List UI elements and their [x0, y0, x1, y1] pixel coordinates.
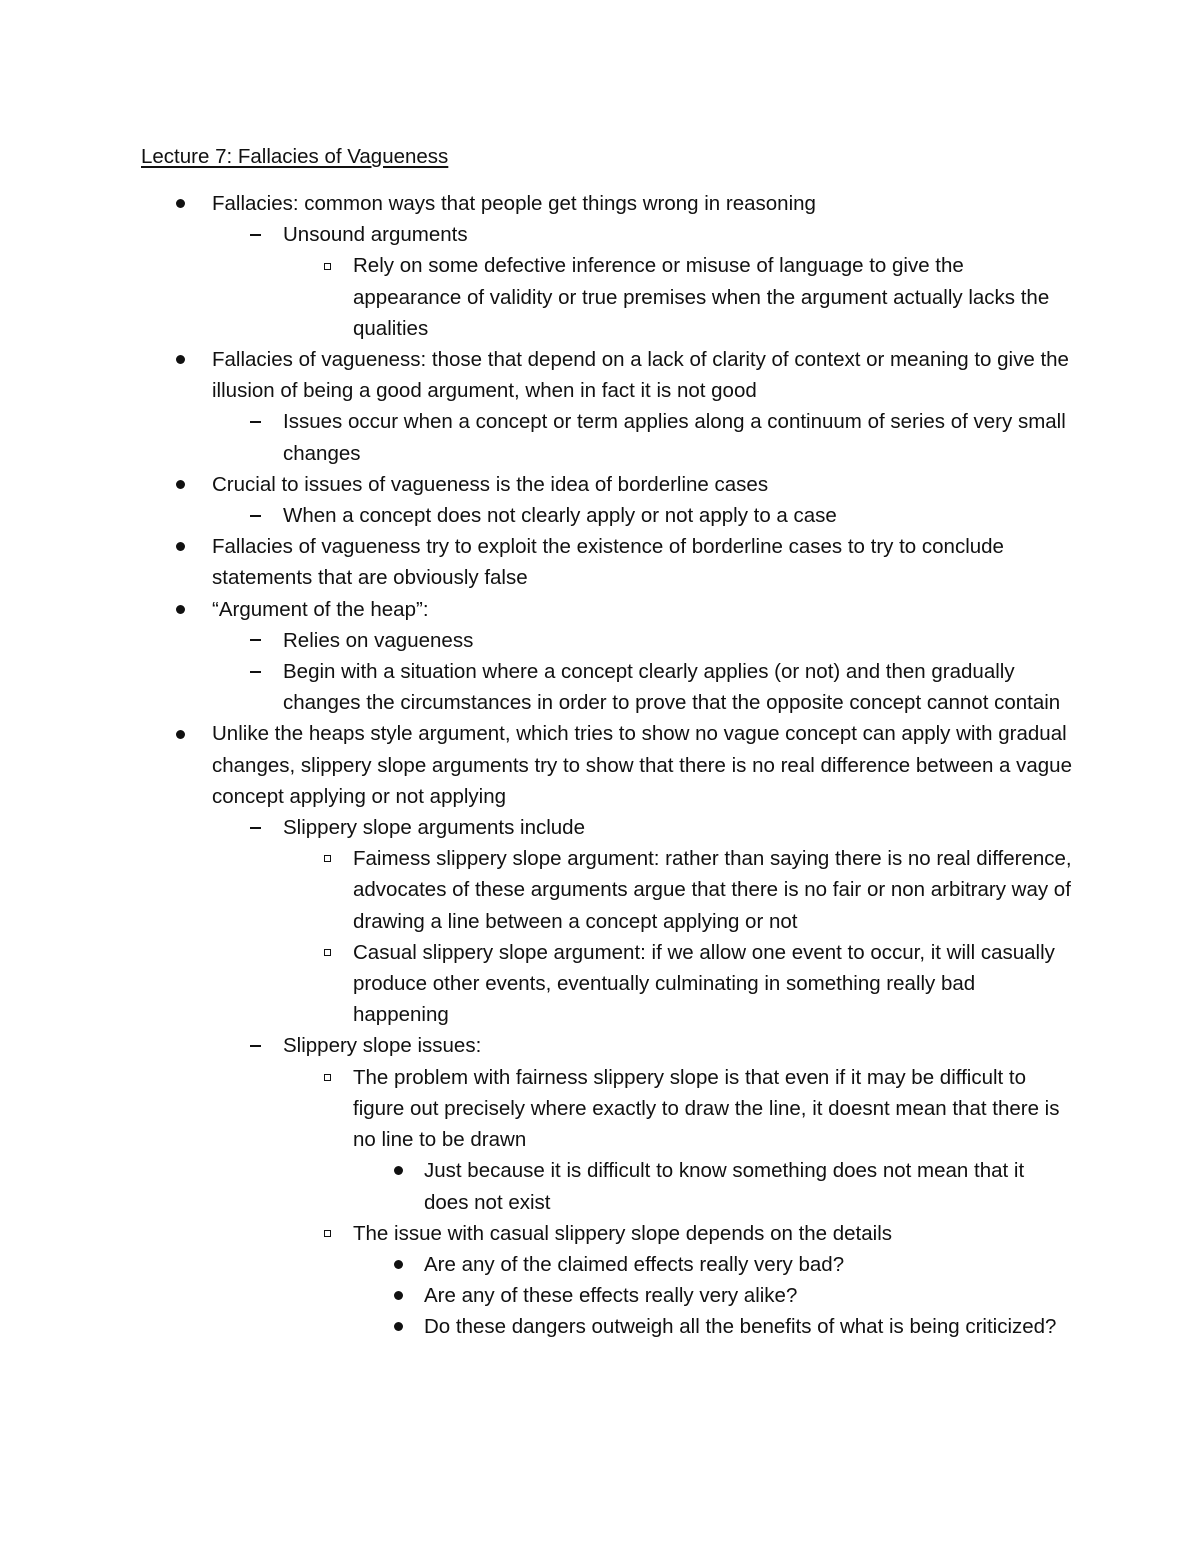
list-item-text: Are any of the claimed effects really very bad? [424, 1252, 845, 1276]
list-item-level-1 [0, 188, 1200, 219]
bullet-dot-icon [168, 594, 192, 625]
bullet-square-icon [315, 843, 339, 874]
list-item-level-1 [0, 531, 1200, 593]
list-item-text: Slippery slope issues: [283, 1034, 482, 1058]
list-item-level-4 [0, 1249, 1200, 1280]
bullet-square-icon [315, 937, 339, 968]
list-item-level-2 [0, 656, 1200, 718]
bullet-dash-icon [243, 812, 267, 843]
list-item-level-3 [0, 1062, 1200, 1156]
notes-outline [0, 188, 1200, 1343]
list-item-level-2 [0, 1030, 1200, 1061]
bullet-dot-icon [386, 1155, 410, 1186]
bullet-square-icon [315, 1062, 339, 1093]
list-item-text: Casual slippery slope argument: if we allow one event to occur, it will casually produce other events, eventually culminating in something really bad happening [353, 940, 1055, 1027]
list-item-text: Crucial to issues of vagueness is the idea of borderline cases [212, 472, 769, 496]
bullet-dash-icon [243, 625, 267, 656]
list-item-text: Are any of these effects really very alike? [424, 1284, 798, 1308]
list-item-level-4 [0, 1280, 1200, 1311]
list-item-level-3 [0, 250, 1200, 344]
bullet-dot-icon [386, 1280, 410, 1311]
bullet-square-icon [315, 1218, 339, 1249]
list-item-level-2 [0, 406, 1200, 468]
list-item-text: Slippery slope arguments include [283, 816, 585, 840]
list-item-level-4 [0, 1155, 1200, 1217]
page-title: Lecture 7: Fallacies of Vagueness [141, 145, 449, 168]
list-item-text: When a concept does not clearly apply or not apply to a case [283, 504, 837, 528]
list-item-text: “Argument of the heap”: [212, 597, 429, 621]
list-item-text: Fallacies of vagueness try to exploit the existence of borderline cases to try to conclude statements that are obviously false [212, 535, 1004, 590]
bullet-dot-icon [386, 1249, 410, 1280]
list-item-text: Just because it is difficult to know something does not mean that it does not exist [424, 1159, 1025, 1214]
list-item-level-1 [0, 469, 1200, 500]
bullet-dot-icon [168, 344, 192, 375]
list-item-text: Relies on vagueness [283, 628, 474, 652]
bullet-dot-icon [168, 531, 192, 562]
list-item-text: Faimess slippery slope argument: rather than saying there is no real difference, advocates of these arguments argue that there is no fair or non arbitrary way of drawing a line between a concept applying or not [353, 847, 1072, 933]
list-item-level-1 [0, 718, 1200, 812]
bullet-dot-icon [168, 188, 192, 219]
bullet-dash-icon [243, 406, 267, 437]
list-item-text: Fallacies: common ways that people get things wrong in reasoning [212, 192, 816, 215]
list-item-level-1 [0, 344, 1200, 406]
list-item-level-3 [0, 937, 1200, 1031]
bullet-dash-icon [243, 656, 267, 687]
list-item-level-4 [0, 1311, 1200, 1342]
bullet-dot-icon [168, 718, 192, 749]
bullet-dot-icon [386, 1311, 410, 1342]
bullet-dash-icon [243, 1030, 267, 1061]
list-item-text: Unlike the heaps style argument, which tries to show no vague concept can apply with gradual changes, slippery slope arguments try to show that there is no real difference between a vague concept applying or not applying [212, 722, 1072, 808]
list-item-level-3 [0, 843, 1200, 937]
list-item-text: Fallacies of vagueness: those that depend on a lack of clarity of context or meaning to give the illusion of being a good argument, when in fact it is not good [212, 348, 1069, 403]
list-item-level-1 [0, 594, 1200, 625]
list-item-text: The problem with fairness slippery slope is that even if it may be difficult to figure out precisely where exactly to draw the line, it doesnt mean that there is no line to be drawn [353, 1065, 1060, 1152]
list-item-text: Do these dangers outweigh all the benefits of what is being criticized? [424, 1315, 1057, 1339]
bullet-square-icon [315, 250, 339, 281]
list-item-level-2 [0, 500, 1200, 531]
list-item-text: Issues occur when a concept or term applies along a continuum of series of very small changes [283, 410, 1066, 465]
list-item-level-2 [0, 625, 1200, 656]
list-item-level-3 [0, 1218, 1200, 1249]
list-item-text: Rely on some defective inference or misuse of language to give the appearance of validity or true premises when the argument actually lacks the qualities [353, 254, 1050, 340]
list-item-text: The issue with casual slippery slope depends on the details [353, 1221, 893, 1245]
bullet-dot-icon [168, 469, 192, 500]
list-item-level-2 [0, 219, 1200, 250]
list-item-level-2 [0, 812, 1200, 843]
list-item-text: Unsound arguments [283, 223, 468, 247]
list-item-text: Begin with a situation where a concept clearly applies (or not) and then gradually changes the circumstances in order to prove that the opposite concept cannot contain [283, 660, 1061, 715]
bullet-dash-icon [243, 500, 267, 531]
bullet-dash-icon [243, 219, 267, 250]
